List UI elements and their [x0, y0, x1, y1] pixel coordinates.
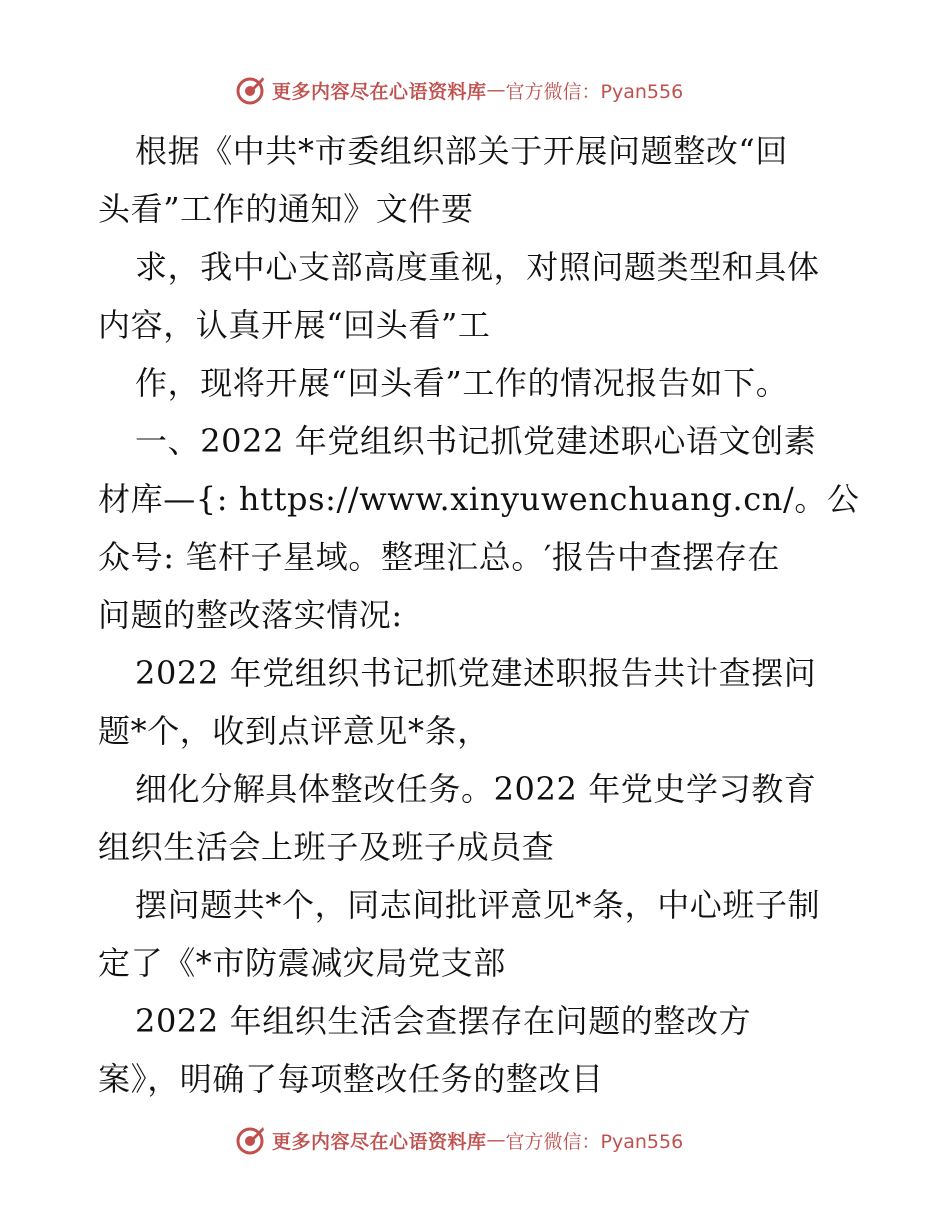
body-line: 细化分解具体整改任务。2022 年党史学习教育 [135, 770, 817, 808]
banner-library-text: 更多内容尽在心语资料库 [272, 1130, 487, 1153]
body-line: 题*个，收到点评意见*条， [98, 712, 490, 750]
quill-circle-logo-icon [234, 1124, 266, 1156]
body-line: 组织生活会上班子及班子成员查 [98, 828, 555, 866]
body-line: 根据《中共*市委组织部关于开展问题整改“回 [135, 132, 788, 170]
banner-separator: — [486, 79, 506, 101]
body-line: 2022 年组织生活会查摆存在问题的整改方 [135, 1002, 752, 1040]
body-line: 案》，明确了每项整改任务的整改目 [98, 1060, 604, 1098]
banner-wechat-text: 官方微信：Pyan556 [505, 1130, 684, 1153]
body-line: 众号: 笔杆子星域。整理汇总。′报告中查摆存在 [98, 538, 781, 576]
footer-banner [0, 1120, 950, 1160]
quill-circle-logo-icon [234, 74, 266, 106]
body-line: 作，现将开展“回头看”工作的情况报告如下。 [135, 364, 789, 402]
body-line: 2022 年党组织书记抓党建述职报告共计查摆问 [135, 654, 817, 692]
banner-separator: — [486, 1129, 506, 1151]
body-line: 定了《*市防震减灾局党支部 [98, 944, 506, 982]
body-line: 摆问题共*个，同志间批评意见*条，中心班子制 [135, 886, 821, 924]
banner-wechat-text: 官方微信：Pyan556 [505, 80, 684, 103]
body-line: 求，我中心支部高度重视，对照问题类型和具体 [135, 248, 820, 286]
body-line: 头看”工作的通知》文件要 [98, 190, 474, 228]
document-body [98, 122, 858, 1108]
body-line: 材库—{: https://www.xinyuwenchuang.cn/。公 [98, 480, 860, 518]
body-line: 一、2022 年党组织书记抓党建述职心语文创素 [135, 422, 817, 460]
banner-library-text: 更多内容尽在心语资料库 [272, 80, 487, 103]
header-banner [0, 70, 950, 110]
body-line: 内容，认真开展“回头看”工 [98, 306, 491, 344]
body-line: 问题的整改落实情况: [98, 596, 403, 634]
